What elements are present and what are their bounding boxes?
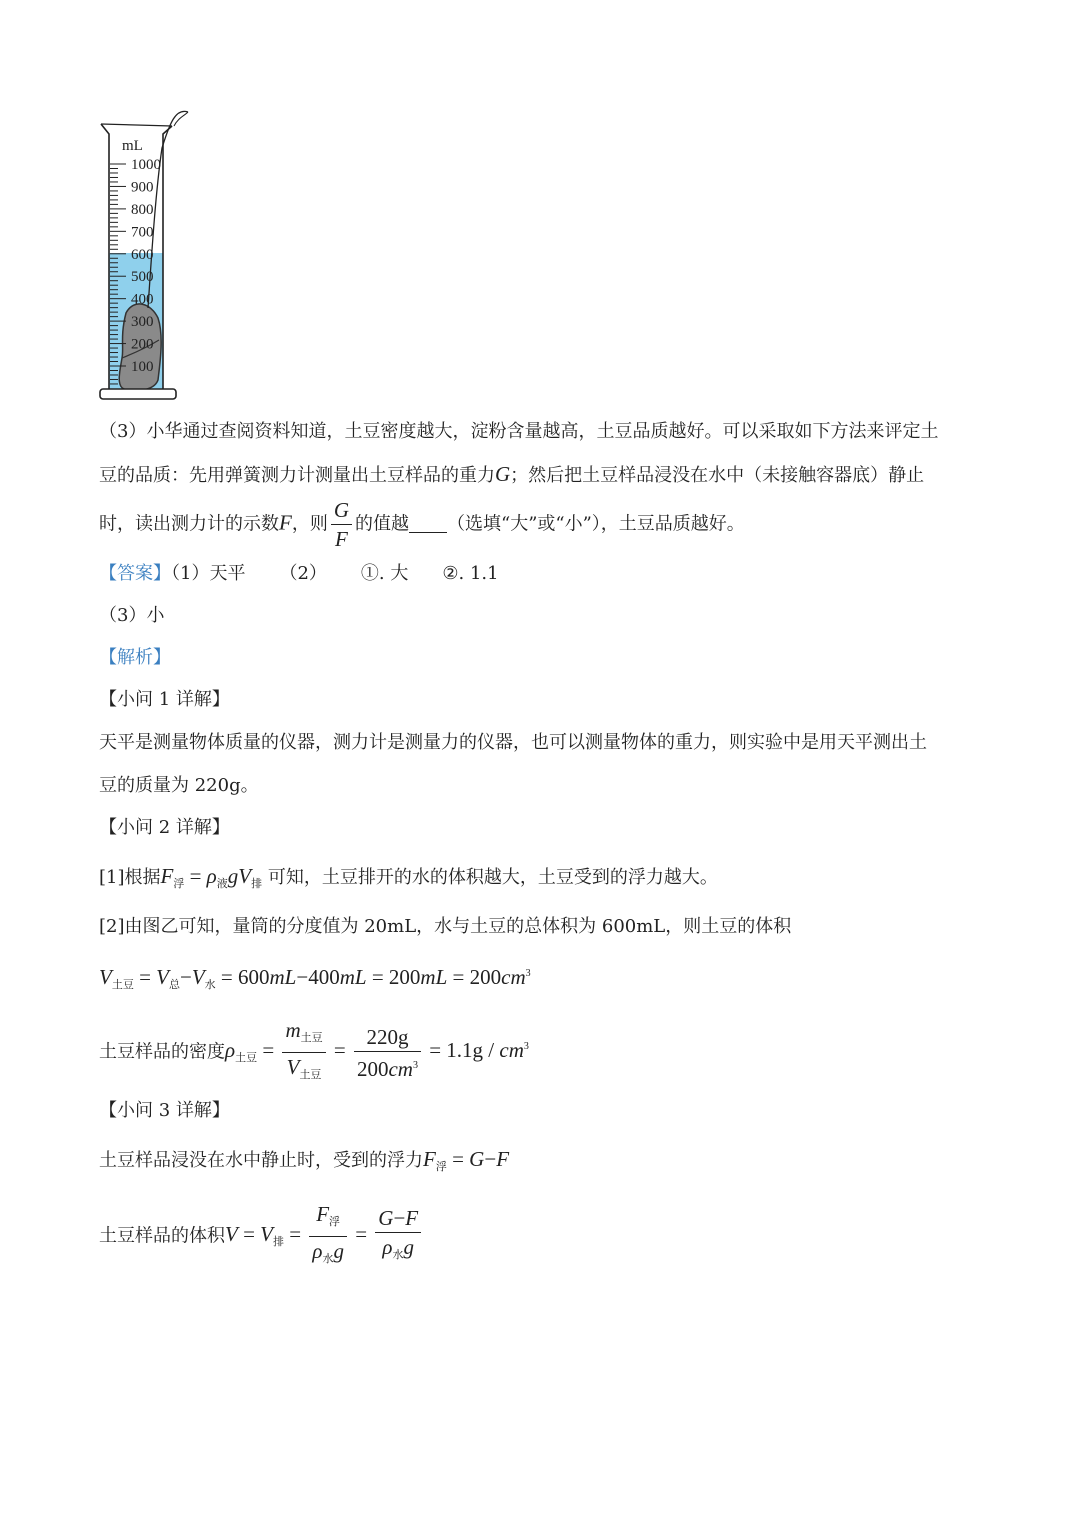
buoyancy-equation: 土豆样品浸没在水中静止时，受到的浮力$F_浮 = G-F$ — [99, 1147, 510, 1173]
q3-line-1: （3）小华通过查阅资料知道，土豆密度越大，淀粉含量越高，土豆品质越好。可以采取如下方法来评定土 — [99, 421, 939, 442]
q1-line-1: 天平是测量物体质量的仪器，测力计是测量力的仪器，也可以测量物体的重力，则实验中是用天平测出土 — [99, 732, 927, 753]
q1-title: 【小问 1 详解】 — [99, 689, 230, 710]
unit-label: mL — [122, 138, 143, 154]
scale-label: 600 — [131, 246, 154, 263]
scale-label: 500 — [131, 269, 154, 286]
g-over-f-fraction: $\frac{G}{F}$ — [331, 498, 352, 551]
q3-line-2: 豆的品质：先用弹簧测力计测量出土豆样品的重力G；然后把土豆样品浸没在水中（未接触容器底）静止 — [99, 462, 925, 486]
sample-volume-equation: 土豆样品的体积$V = V_排$ = $\frac{F_浮}{\rho_水g}$ = $\frac{G-F}{\rho_水g}$ — [99, 1202, 424, 1271]
scale-label: 900 — [131, 179, 154, 196]
scale-label: 700 — [131, 224, 154, 241]
graduated-cylinder-figure — [96, 108, 206, 404]
cylinder-base — [100, 389, 176, 399]
q1-line-2: 豆的质量为 220g。 — [99, 775, 259, 796]
q2-title: 【小问 2 详解】 — [99, 817, 230, 838]
analysis-tag: 【解析】 — [99, 647, 171, 668]
scale-label: 800 — [131, 201, 154, 218]
q2-line-2: [2]由图乙可知，量筒的分度值为 20mL，水与土豆的总体积为 600mL，则土豆的体积 — [99, 916, 792, 937]
scale-label: 400 — [131, 291, 154, 308]
answer-line-1: 【答案】（1）天平 （2） ①. 大 ②. 1.1 — [99, 563, 499, 584]
scale-label: 1000 — [131, 157, 161, 173]
answer-tag: 【答案】 — [99, 563, 171, 584]
q3-title: 【小问 3 详解】 — [99, 1100, 230, 1121]
scale-label: 200 — [131, 336, 154, 353]
volume-equation: $V_{土豆} = V_总-V_水 = 600mL-400mL = 200mL = 200cm^3$ — [99, 965, 531, 991]
scale-label: 100 — [131, 359, 154, 375]
answer-line-2: （3）小 — [99, 605, 165, 626]
density-equation: 土豆样品的密度$\rho_{土豆}$ = $\frac{m_{土豆}}{V_{土豆}}$ = $\frac{220g}{200cm^3}$ = $1.1g / cm^3$ — [99, 1018, 529, 1081]
q3-line-3: 时，读出测力计的示数F，则 $\frac{G}{F}$ 的值越 （选填“大”或“小”），土豆品质越好。 — [99, 498, 745, 551]
scale-label: 300 — [131, 314, 154, 331]
q2-line-1: [1]根据$F_浮 = \rho_液gV_排$ 可知，土豆排开的水的体积越大，土豆受到的浮力越大。 — [99, 864, 718, 890]
answer-blank — [409, 514, 447, 533]
